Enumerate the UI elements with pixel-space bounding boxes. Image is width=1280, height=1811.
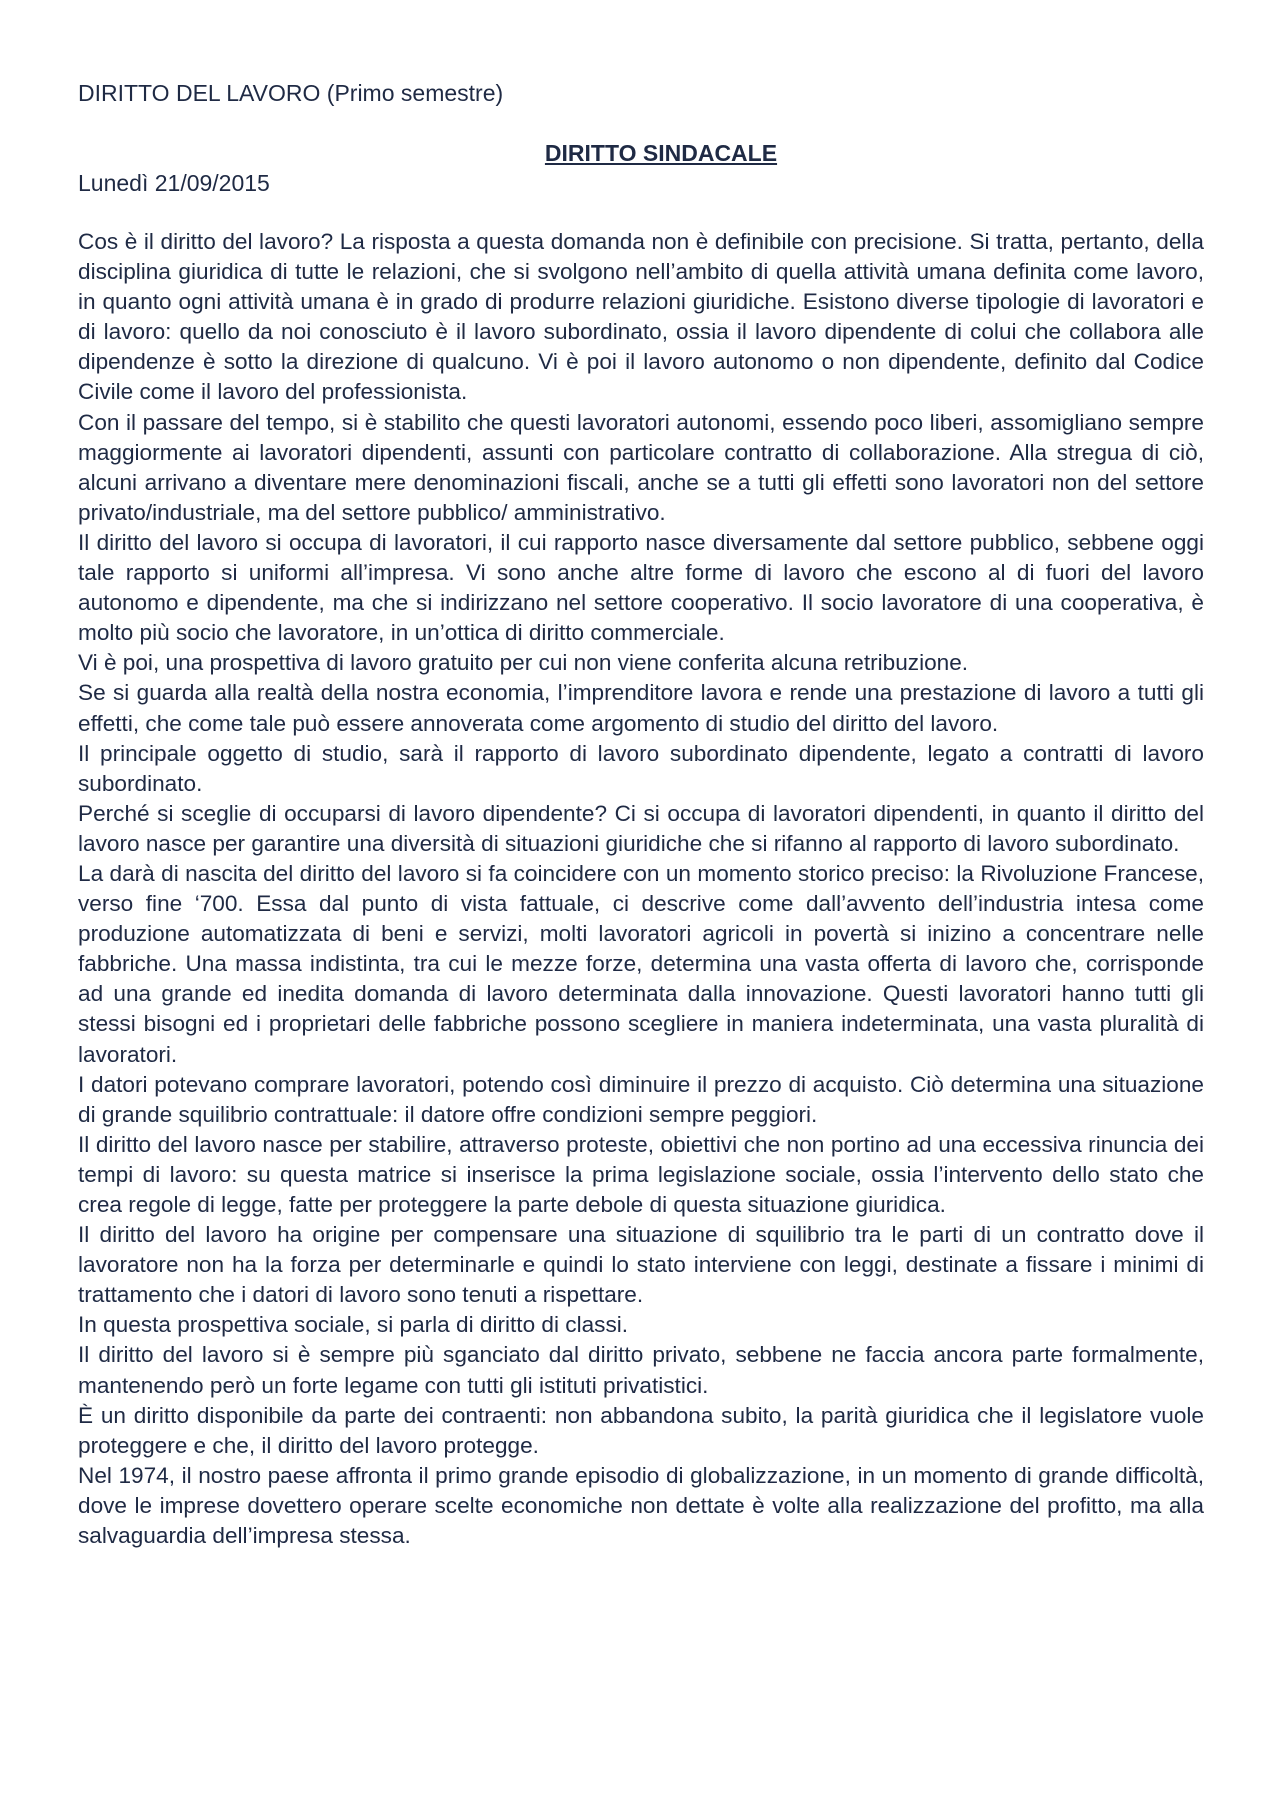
document-body bbox=[78, 227, 1204, 1551]
paragraph: Cos è il diritto del lavoro? La risposta a questa domanda non è definibile con precisione. Si tratta, pertanto, della disciplina giuridica di tutte le relazioni, che si svolgono nell’ambito di quella attività umana definita come lavoro, in quanto ogni attività umana è in grado di produrre relazioni giuridiche. Esistono diverse tipologie di lavoratori e di lavoro: quello da noi conosciuto è il lavoro subordinato, ossia il lavoro dipendente di colui che collabora alle dipendenze è sotto la direzione di qualcuno. Vi è poi il lavoro autonomo o non dipendente, definito dal Codice Civile come il lavoro del professionista. bbox=[78, 229, 1204, 405]
document-page bbox=[78, 78, 1204, 1551]
paragraph: Nel 1974, il nostro paese affronta il primo grande episodio di globalizzazione, in un momento di grande difficoltà, dove le imprese dovettero operare scelte economiche non dettate è volte alla realizzazione del profitto, ma alla salvaguardia dell’impresa stessa. bbox=[78, 1462, 1204, 1549]
paragraph: Il diritto del lavoro si occupa di lavoratori, il cui rapporto nasce diversamente dal settore pubblico, sebbene oggi tale rapporto si uniformi all’impresa. Vi sono anche altre forme di lavoro che escono al di fuori del lavoro autonomo e dipendente, ma che si indirizzano nel settore cooperativo. Il socio lavoratore di una cooperativa, è molto più socio che lavoratore, in un’ottica di diritto commerciale. bbox=[78, 529, 1204, 646]
paragraph: In questa prospettiva sociale, si parla di diritto di classi. bbox=[78, 1312, 629, 1338]
document-header: DIRITTO DEL LAVORO (Primo semestre) bbox=[78, 80, 504, 106]
paragraph: I datori potevano comprare lavoratori, potendo così diminuire il prezzo di acquisto. Ciò determina una situazione di grande squilibrio contrattuale: il datore offre condizioni sempre peggiori. bbox=[78, 1071, 1204, 1127]
paragraph: Il principale oggetto di studio, sarà il rapporto di lavoro subordinato dipendente, legato a contratti di lavoro subordinato. bbox=[78, 740, 1204, 796]
paragraph: Il diritto del lavoro si è sempre più sganciato dal diritto privato, sebbene ne faccia ancora parte formalmente, mantenendo però un forte legame con tutti gli istituti privatistici. bbox=[78, 1342, 1204, 1398]
paragraph: Perché si sceglie di occuparsi di lavoro dipendente? Ci si occupa di lavoratori dipendenti, in quanto il diritto del lavoro nasce per garantire una diversità di situazioni giuridiche che si rifanno al rapporto di lavoro subordinato. bbox=[78, 800, 1204, 856]
paragraph: Il diritto del lavoro nasce per stabilire, attraverso proteste, obiettivi che non portino ad una eccessiva rinuncia dei tempi di lavoro: su questa matrice si inserisce la prima legislazione sociale, ossia l’intervento dello stato che crea regole di legge, fatte per proteggere la parte debole di questa situazione giuridica. bbox=[78, 1131, 1204, 1217]
lecture-date: Lunedì 21/09/2015 bbox=[78, 170, 270, 196]
paragraph: Vi è poi, una prospettiva di lavoro gratuito per cui non viene conferita alcuna retribuzione. bbox=[78, 650, 969, 676]
section-title: DIRITTO SINDACALE bbox=[544, 140, 778, 166]
paragraph: È un diritto disponibile da parte dei contraenti: non abbandona subito, la parità giuridica che il legislatore vuole proteggere e che, il diritto del lavoro protegge. bbox=[78, 1402, 1204, 1458]
paragraph: Se si guarda alla realtà della nostra economia, l’imprenditore lavora e rende una prestazione di lavoro a tutti gli effetti, che come tale può essere annoverata come argomento di studio del diritto del lavoro. bbox=[78, 680, 1204, 736]
paragraph: Con il passare del tempo, si è stabilito che questi lavoratori autonomi, essendo poco liberi, assomigliano sempre maggiormente ai lavoratori dipendenti, assunti con particolare contratto di collaborazione. Alla stregua di ciò, alcuni arrivano a diventare mere denominazioni fiscali, anche se a tutti gli effetti sono lavoratori non del settore privato/industriale, ma del settore pubblico/ amministrativo. bbox=[78, 409, 1204, 525]
paragraph: La darà di nascita del diritto del lavoro si fa coincidere con un momento storico preciso: la Rivoluzione Francese, verso fine ‘700. Essa dal punto di vista fattuale, ci descrive come dall’avvento dell’industria intesa come produzione automatizzata di beni e servizi, molti lavoratori agricoli in povertà si inizino a concentrare nelle fabbriche. Una massa indistinta, tra cui le mezze forze, determina una vasta offerta di lavoro che, corrisponde ad una grande ed inedita domanda di lavoro determinata dalla innovazione. Questi lavoratori hanno tutti gli stessi bisogni ed i proprietari delle fabbriche possono scegliere in maniera indeterminata, una vasta pluralità di lavoratori. bbox=[78, 860, 1204, 1067]
paragraph: Il diritto del lavoro ha origine per compensare una situazione di squilibrio tra le parti di un contratto dove il lavoratore non ha la forza per determinarle e quindi lo stato interviene con leggi, destinate a fissare i minimi di trattamento che i datori di lavoro sono tenuti a rispettare. bbox=[78, 1222, 1204, 1308]
